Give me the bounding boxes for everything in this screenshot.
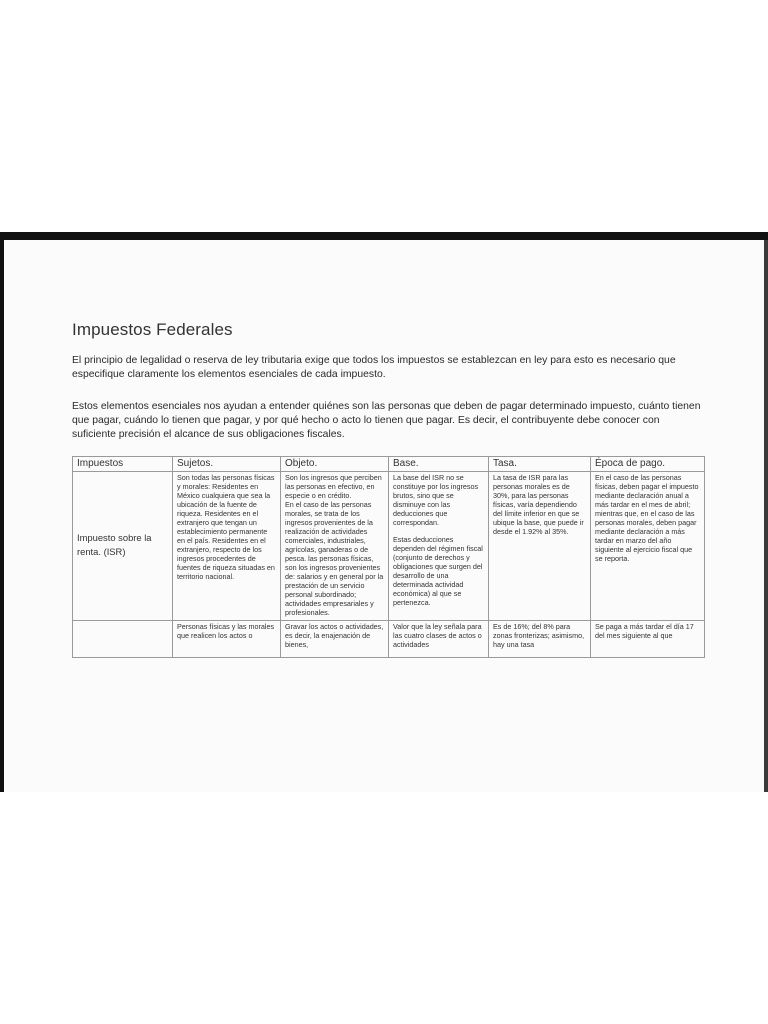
cell-base: Valor que la ley señala para las cuatro clases de actos o actividades: [389, 621, 489, 658]
base-text-2: Estas deducciones dependen del régimen fiscal (conjunto de derechos y obligaciones que surgen del desarrollo de una determinada actividad económica) al que se pertenezca.: [393, 535, 483, 607]
paragraph-legalidad: El principio de legalidad o reserva de ley tributaria exige que todos los impuestos se establezcan en ley para esto es necesario que especifique claramente los elementos esenciales de cada impuesto.: [72, 355, 676, 380]
cell-epoca: Se paga a más tardar el día 17 del mes siguiente al que: [591, 621, 705, 658]
page-edge: [764, 240, 768, 792]
header-tasa: Tasa.: [489, 457, 591, 472]
cell-impuesto-name: [73, 621, 173, 658]
cell-epoca: En el caso de las personas físicas, deben pagar el impuesto mediante declaración anual a más tardar en el mes de abril; mientras que, en el caso de las personas morales, deben pagar mediante declaración a más tardar en marzo del año siguiente al ejercicio fiscal que se reporta.: [591, 472, 705, 621]
header-epoca: Época de pago.: [591, 457, 705, 472]
table-row: [73, 472, 705, 621]
base-text-1: La base del ISR no se constituye por los ingresos brutos, sino que se disminuye con las deducciones que correspondan.: [393, 473, 479, 527]
paragraph-elementos: Estos elementos esenciales nos ayudan a entender quiénes son las personas que deben de pagar determinado impuesto, cuánto tienen que pagar, cuándo lo tienen que pagar, y por qué hecho o acto lo tienen que pagar. Es decir, el contribuyente debe conocer con suficiente precisión el alcance de sus obligaciones fiscales.: [72, 401, 701, 440]
objeto-text-1: Son los ingresos que perciben las personas en efectivo, en especie o en crédito.: [285, 473, 382, 500]
header-impuestos: Impuestos: [73, 457, 173, 472]
header-sujetos: Sujetos.: [173, 457, 281, 472]
cell-sujetos: Personas físicas y las morales que realicen los actos o: [173, 621, 281, 658]
taxes-table: [72, 456, 705, 658]
header-base: Base.: [389, 457, 489, 472]
cell-objeto: Gravar los actos o actividades, es decir, la enajenación de bienes,: [281, 621, 389, 658]
cell-tasa: La tasa de ISR para las personas morales es de 30%, para las personas físicas, varía dependiendo del límite inferior en que se ubique la base, que puede ir desde el 1.92% al 35%.: [489, 472, 591, 621]
cell-base: [389, 472, 489, 621]
table-row: [73, 621, 705, 658]
objeto-text-2: En el caso de las personas morales, se trata de los ingresos provenientes de la realización de actividades comerciales, industriales, agrícolas, ganaderas o de pesca. las personas físicas, son los ingresos provenientes de: salarios y en general por la prestación de un servicio personal subordinado; actividades empresariales y profesionales.: [285, 500, 384, 617]
cell-objeto: [281, 472, 389, 621]
document-title: Impuestos Federales: [72, 320, 233, 339]
cell-tasa: Es de 16%; del 8% para zonas fronterizas; asimismo, hay una tasa: [489, 621, 591, 658]
header-objeto: Objeto.: [281, 457, 389, 472]
cell-sujetos: Son todas las personas físicas y morales: Residentes en México cualquiera que sea la ubicación de la fuente de riqueza. Residentes en el extranjero que tengan un establecimiento permanente en el país. Residentes en el extranjero, respecto de los ingresos procedentes de fuentes de riqueza situadas en territorio nacional.: [173, 472, 281, 621]
cell-impuesto-name: Impuesto sobre la renta. (ISR): [73, 472, 173, 621]
table-header-row: [73, 457, 705, 472]
document-photo: [0, 232, 768, 792]
document-content: [72, 320, 702, 658]
